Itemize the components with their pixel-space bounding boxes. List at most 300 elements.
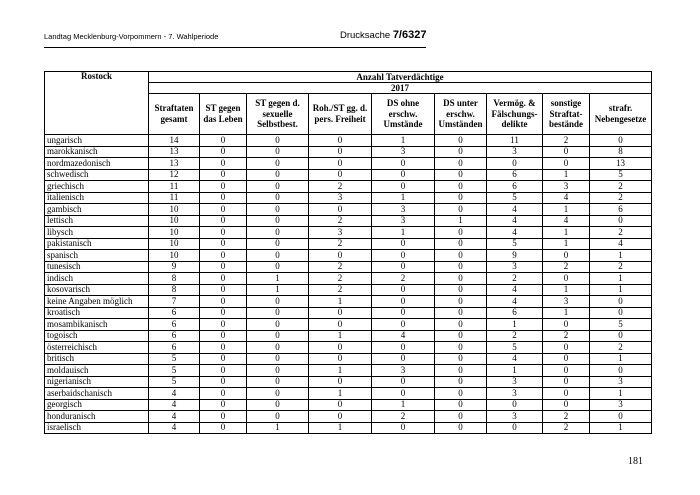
value-cell: 2 <box>487 330 543 342</box>
value-cell: 0 <box>247 319 309 331</box>
value-cell: 3 <box>590 399 652 411</box>
value-cell: 1 <box>309 388 372 400</box>
value-cell: 0 <box>309 146 372 158</box>
table-row <box>45 192 652 204</box>
value-cell: 0 <box>372 296 435 308</box>
value-cell: 13 <box>149 146 200 158</box>
value-cell: 1 <box>543 238 590 250</box>
page-number: 181 <box>628 456 643 467</box>
value-cell: 0 <box>590 135 652 147</box>
value-cell: 0 <box>200 319 247 331</box>
value-cell: 1 <box>309 365 372 377</box>
value-cell: 0 <box>247 238 309 250</box>
value-cell: 1 <box>543 307 590 319</box>
table-row <box>45 411 652 423</box>
value-cell: 0 <box>200 192 247 204</box>
nationality-cell: togoisch <box>45 330 149 342</box>
value-cell: 8 <box>590 146 652 158</box>
table-row <box>45 296 652 308</box>
value-cell: 0 <box>372 422 435 434</box>
table-row <box>45 376 652 388</box>
nationality-cell: aserbaidschanisch <box>45 388 149 400</box>
value-cell: 0 <box>200 238 247 250</box>
value-cell: 0 <box>309 376 372 388</box>
value-cell: 0 <box>200 376 247 388</box>
value-cell: 6 <box>149 319 200 331</box>
value-cell: 0 <box>435 169 487 181</box>
table-row <box>45 284 652 296</box>
doc-number: 7/6327 <box>392 29 427 41</box>
value-cell: 1 <box>435 215 487 227</box>
value-cell: 0 <box>435 330 487 342</box>
value-cell: 0 <box>200 158 247 170</box>
nationality-cell: indisch <box>45 273 149 285</box>
table-row <box>45 238 652 250</box>
value-cell: 0 <box>372 376 435 388</box>
value-cell: 0 <box>247 261 309 273</box>
value-cell: 4 <box>590 238 652 250</box>
value-cell: 3 <box>372 146 435 158</box>
table-row <box>45 273 652 285</box>
nationality-cell: honduranisch <box>45 411 149 423</box>
value-cell: 0 <box>435 250 487 262</box>
value-cell: 0 <box>543 158 590 170</box>
value-cell: 0 <box>372 284 435 296</box>
value-cell: 0 <box>435 365 487 377</box>
value-cell: 0 <box>247 353 309 365</box>
value-cell: 0 <box>200 365 247 377</box>
value-cell: 6 <box>149 307 200 319</box>
value-cell: 0 <box>309 158 372 170</box>
nationality-cell: kosovarisch <box>45 284 149 296</box>
value-cell: 0 <box>309 307 372 319</box>
value-cell: 1 <box>543 169 590 181</box>
value-cell: 0 <box>435 376 487 388</box>
value-cell: 5 <box>590 319 652 331</box>
value-cell: 0 <box>247 227 309 239</box>
value-cell: 2 <box>543 261 590 273</box>
value-cell: 6 <box>590 204 652 216</box>
value-cell: 3 <box>487 388 543 400</box>
value-cell: 0 <box>247 204 309 216</box>
column-header: ST gegen d. sexuelle Selbstbest. <box>247 94 309 135</box>
value-cell: 0 <box>200 296 247 308</box>
value-cell: 4 <box>487 204 543 216</box>
table-row <box>45 146 652 158</box>
value-cell: 3 <box>543 181 590 193</box>
value-cell: 0 <box>247 146 309 158</box>
value-cell: 5 <box>487 238 543 250</box>
value-cell: 0 <box>435 181 487 193</box>
nationality-cell: marokkanisch <box>45 146 149 158</box>
value-cell: 6 <box>487 307 543 319</box>
value-cell: 3 <box>487 411 543 423</box>
value-cell: 1 <box>590 273 652 285</box>
value-cell: 1 <box>372 135 435 147</box>
value-cell: 0 <box>200 261 247 273</box>
value-cell: 4 <box>487 284 543 296</box>
value-cell: 1 <box>590 422 652 434</box>
value-cell: 0 <box>543 376 590 388</box>
table-row <box>45 261 652 273</box>
value-cell: 0 <box>372 238 435 250</box>
value-cell: 2 <box>372 411 435 423</box>
value-cell: 1 <box>372 192 435 204</box>
nationality-cell: gambisch <box>45 204 149 216</box>
value-cell: 0 <box>200 204 247 216</box>
value-cell: 0 <box>200 250 247 262</box>
year-header: 2017 <box>149 83 652 94</box>
value-cell: 2 <box>309 238 372 250</box>
value-cell: 4 <box>149 422 200 434</box>
value-cell: 0 <box>435 192 487 204</box>
value-cell: 0 <box>435 388 487 400</box>
value-cell: 4 <box>149 388 200 400</box>
value-cell: 1 <box>543 227 590 239</box>
value-cell: 1 <box>590 388 652 400</box>
table-row <box>45 319 652 331</box>
value-cell: 2 <box>543 135 590 147</box>
value-cell: 0 <box>543 399 590 411</box>
value-cell: 1 <box>590 250 652 262</box>
value-cell: 5 <box>149 376 200 388</box>
value-cell: 4 <box>487 296 543 308</box>
value-cell: 4 <box>487 353 543 365</box>
value-cell: 0 <box>487 422 543 434</box>
value-cell: 0 <box>247 181 309 193</box>
value-cell: 0 <box>309 135 372 147</box>
value-cell: 0 <box>543 388 590 400</box>
nationality-cell: schwedisch <box>45 169 149 181</box>
table-row <box>45 307 652 319</box>
value-cell: 0 <box>247 169 309 181</box>
value-cell: 0 <box>590 411 652 423</box>
value-cell: 0 <box>435 399 487 411</box>
value-cell: 6 <box>149 342 200 354</box>
table-row <box>45 169 652 181</box>
nationality-cell: kroatisch <box>45 307 149 319</box>
value-cell: 0 <box>200 422 247 434</box>
value-cell: 0 <box>590 365 652 377</box>
value-cell: 0 <box>200 399 247 411</box>
value-cell: 0 <box>200 227 247 239</box>
value-cell: 3 <box>372 365 435 377</box>
value-cell: 0 <box>247 296 309 308</box>
value-cell: 0 <box>247 307 309 319</box>
value-cell: 4 <box>543 215 590 227</box>
value-cell: 3 <box>309 192 372 204</box>
value-cell: 4 <box>149 399 200 411</box>
value-cell: 0 <box>247 330 309 342</box>
value-cell: 0 <box>372 319 435 331</box>
value-cell: 0 <box>200 411 247 423</box>
value-cell: 13 <box>590 158 652 170</box>
value-cell: 4 <box>372 330 435 342</box>
value-cell: 11 <box>149 181 200 193</box>
value-cell: 2 <box>543 411 590 423</box>
value-cell: 2 <box>309 273 372 285</box>
value-cell: 0 <box>435 411 487 423</box>
value-cell: 0 <box>435 135 487 147</box>
value-cell: 0 <box>309 204 372 216</box>
value-cell: 8 <box>149 273 200 285</box>
nationality-cell: italienisch <box>45 192 149 204</box>
value-cell: 0 <box>247 250 309 262</box>
value-cell: 0 <box>435 273 487 285</box>
nationality-cell: mosambikanisch <box>45 319 149 331</box>
value-cell: 10 <box>149 250 200 262</box>
value-cell: 3 <box>372 215 435 227</box>
value-cell: 0 <box>590 330 652 342</box>
value-cell: 0 <box>372 158 435 170</box>
column-header: Straftaten gesamt <box>149 94 200 135</box>
value-cell: 0 <box>543 319 590 331</box>
table-row <box>45 135 652 147</box>
value-cell: 4 <box>149 411 200 423</box>
value-cell: 3 <box>543 296 590 308</box>
value-cell: 0 <box>200 273 247 285</box>
value-cell: 2 <box>543 330 590 342</box>
value-cell: 0 <box>435 319 487 331</box>
value-cell: 2 <box>309 181 372 193</box>
city-header: Rostock <box>45 72 149 135</box>
value-cell: 1 <box>309 296 372 308</box>
value-cell: 1 <box>309 330 372 342</box>
value-cell: 0 <box>200 215 247 227</box>
column-header: ST gegen das Leben <box>200 94 247 135</box>
value-cell: 0 <box>435 296 487 308</box>
value-cell: 0 <box>247 388 309 400</box>
doc-label: Drucksache <box>340 30 391 41</box>
value-cell: 0 <box>200 284 247 296</box>
value-cell: 0 <box>543 365 590 377</box>
value-cell: 0 <box>200 169 247 181</box>
value-cell: 1 <box>247 422 309 434</box>
value-cell: 0 <box>247 411 309 423</box>
value-cell: 0 <box>543 146 590 158</box>
value-cell: 0 <box>487 399 543 411</box>
value-cell: 0 <box>435 146 487 158</box>
value-cell: 2 <box>590 261 652 273</box>
value-cell: 1 <box>590 353 652 365</box>
nationality-cell: lettisch <box>45 215 149 227</box>
value-cell: 1 <box>372 227 435 239</box>
value-cell: 0 <box>247 215 309 227</box>
value-cell: 0 <box>372 307 435 319</box>
nationality-cell: libysch <box>45 227 149 239</box>
nationality-cell: britisch <box>45 353 149 365</box>
table-row <box>45 330 652 342</box>
value-cell: 4 <box>487 215 543 227</box>
value-cell: 0 <box>487 158 543 170</box>
value-cell: 1 <box>247 284 309 296</box>
value-cell: 6 <box>487 169 543 181</box>
header-parliament-label: Landtag Mecklenburg-Vorpommern - 7. Wahlperiode <box>44 32 219 41</box>
value-cell: 5 <box>149 353 200 365</box>
table-row <box>45 227 652 239</box>
value-cell: 0 <box>372 181 435 193</box>
value-cell: 2 <box>372 273 435 285</box>
value-cell: 0 <box>247 135 309 147</box>
value-cell: 5 <box>487 192 543 204</box>
value-cell: 0 <box>435 238 487 250</box>
value-cell: 0 <box>309 319 372 331</box>
value-cell: 4 <box>543 192 590 204</box>
table-row <box>45 158 652 170</box>
header-document-id <box>340 29 426 41</box>
value-cell: 10 <box>149 227 200 239</box>
column-header: Vermög. & Fälschungs-delikte <box>487 94 543 135</box>
value-cell: 3 <box>487 146 543 158</box>
value-cell: 0 <box>309 399 372 411</box>
value-cell: 0 <box>590 296 652 308</box>
value-cell: 6 <box>487 181 543 193</box>
value-cell: 0 <box>372 342 435 354</box>
value-cell: 0 <box>435 353 487 365</box>
table-row <box>45 399 652 411</box>
value-cell: 0 <box>247 365 309 377</box>
table-row <box>45 181 652 193</box>
value-cell: 0 <box>435 261 487 273</box>
table-row <box>45 204 652 216</box>
value-cell: 0 <box>309 353 372 365</box>
value-cell: 11 <box>149 192 200 204</box>
value-cell: 1 <box>590 284 652 296</box>
value-cell: 3 <box>309 227 372 239</box>
table-row <box>45 215 652 227</box>
value-cell: 0 <box>435 227 487 239</box>
nationality-cell: ungarisch <box>45 135 149 147</box>
value-cell: 8 <box>149 284 200 296</box>
value-cell: 5 <box>149 365 200 377</box>
table-row <box>45 388 652 400</box>
value-cell: 4 <box>487 227 543 239</box>
nationality-cell: nigerianisch <box>45 376 149 388</box>
value-cell: 11 <box>487 135 543 147</box>
value-cell: 10 <box>149 215 200 227</box>
value-cell: 0 <box>200 353 247 365</box>
value-cell: 2 <box>309 261 372 273</box>
value-cell: 0 <box>200 330 247 342</box>
value-cell: 0 <box>247 342 309 354</box>
value-cell: 2 <box>487 273 543 285</box>
value-cell: 0 <box>309 169 372 181</box>
table-row <box>45 422 652 434</box>
value-cell: 1 <box>372 399 435 411</box>
value-cell: 0 <box>590 307 652 319</box>
value-cell: 7 <box>149 296 200 308</box>
column-header: DS ohne erschw. Umstände <box>372 94 435 135</box>
value-cell: 9 <box>487 250 543 262</box>
column-header: DS unter erschw. Umständen <box>435 94 487 135</box>
value-cell: 2 <box>590 192 652 204</box>
value-cell: 0 <box>435 204 487 216</box>
value-cell: 3 <box>590 376 652 388</box>
value-cell: 0 <box>372 250 435 262</box>
offenders-table <box>44 71 652 434</box>
value-cell: 10 <box>149 204 200 216</box>
value-cell: 0 <box>200 146 247 158</box>
value-cell: 13 <box>149 158 200 170</box>
value-cell: 10 <box>149 238 200 250</box>
value-cell: 5 <box>487 342 543 354</box>
nationality-cell: griechisch <box>45 181 149 193</box>
nationality-cell: moldauisch <box>45 365 149 377</box>
value-cell: 2 <box>590 342 652 354</box>
value-cell: 0 <box>247 158 309 170</box>
value-cell: 5 <box>590 169 652 181</box>
value-cell: 0 <box>247 399 309 411</box>
value-cell: 1 <box>487 365 543 377</box>
value-cell: 1 <box>487 319 543 331</box>
value-cell: 0 <box>372 261 435 273</box>
value-cell: 0 <box>200 181 247 193</box>
value-cell: 0 <box>372 169 435 181</box>
value-cell: 2 <box>309 215 372 227</box>
value-cell: 0 <box>543 250 590 262</box>
value-cell: 0 <box>200 307 247 319</box>
value-cell: 0 <box>435 158 487 170</box>
value-cell: 0 <box>200 135 247 147</box>
value-cell: 0 <box>200 342 247 354</box>
column-header: strafr. Nebengesetze <box>590 94 652 135</box>
value-cell: 3 <box>487 376 543 388</box>
value-cell: 3 <box>372 204 435 216</box>
value-cell: 0 <box>543 342 590 354</box>
nationality-cell: österreichisch <box>45 342 149 354</box>
value-cell: 1 <box>543 284 590 296</box>
nationality-cell: spanisch <box>45 250 149 262</box>
column-header: Roh./ST gg. d. pers. Freiheit <box>309 94 372 135</box>
value-cell: 1 <box>543 204 590 216</box>
value-cell: 0 <box>372 388 435 400</box>
nationality-cell: georgisch <box>45 399 149 411</box>
table-row <box>45 250 652 262</box>
nationality-cell: keine Angaben möglich <box>45 296 149 308</box>
column-header: sonstige Straftat-bestände <box>543 94 590 135</box>
value-cell: 0 <box>309 250 372 262</box>
value-cell: 3 <box>487 261 543 273</box>
value-cell: 0 <box>435 342 487 354</box>
value-cell: 14 <box>149 135 200 147</box>
value-cell: 0 <box>309 411 372 423</box>
nationality-cell: nordmazedonisch <box>45 158 149 170</box>
value-cell: 9 <box>149 261 200 273</box>
table-row <box>45 365 652 377</box>
table-row <box>45 342 652 354</box>
value-cell: 0 <box>435 422 487 434</box>
header-rule <box>44 47 426 48</box>
value-cell: 0 <box>309 342 372 354</box>
value-cell: 0 <box>200 388 247 400</box>
table-row <box>45 353 652 365</box>
value-cell: 12 <box>149 169 200 181</box>
group-header: Anzahl Tatverdächtige <box>149 72 652 83</box>
value-cell: 0 <box>247 376 309 388</box>
value-cell: 0 <box>372 353 435 365</box>
table-body <box>45 135 652 434</box>
value-cell: 0 <box>435 284 487 296</box>
value-cell: 0 <box>590 215 652 227</box>
value-cell: 2 <box>590 181 652 193</box>
nationality-cell: pakistanisch <box>45 238 149 250</box>
value-cell: 2 <box>543 422 590 434</box>
nationality-cell: israelisch <box>45 422 149 434</box>
value-cell: 0 <box>247 192 309 204</box>
value-cell: 2 <box>590 227 652 239</box>
value-cell: 2 <box>309 284 372 296</box>
value-cell: 0 <box>543 353 590 365</box>
